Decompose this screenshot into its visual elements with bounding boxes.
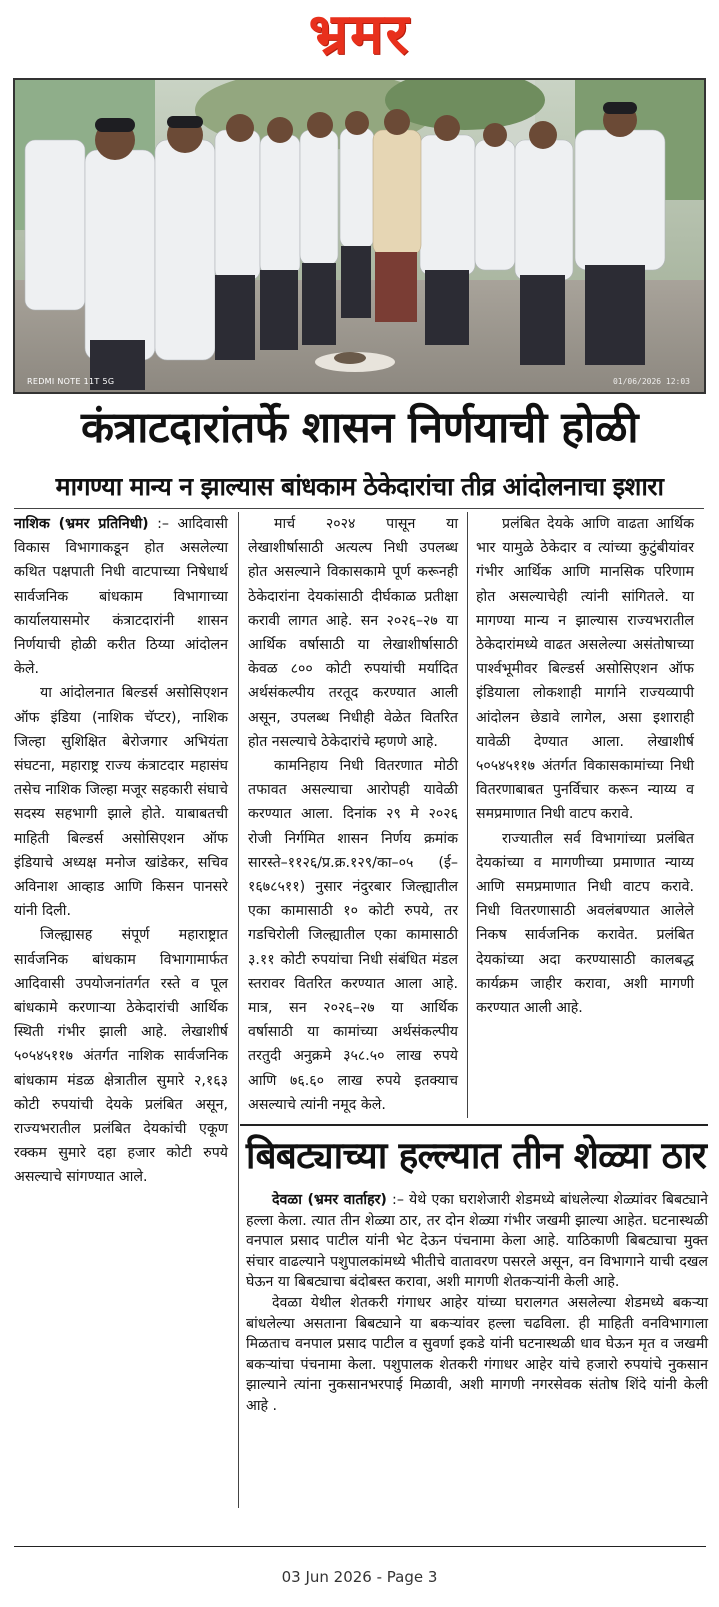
newspaper-logo: भ्रमर <box>308 2 411 67</box>
article1-paragraph-1: नाशिक (भ्रमर प्रतिनिधी) :– आदिवासी विकास विभागाकडून होत असलेल्या कथित पक्षपाती निधी वाटपाच्या निषेधार्थ सार्वजनिक बांधकाम विभागाच्या कार्यालयासमोर कंत्राटदारांनी शासन निर्णयाची होळी करीत ठिय्या आंदोलन केले. <box>14 516 228 678</box>
column-rule-2 <box>467 512 468 1118</box>
article1-headline: कंत्राटदारांतर्फे शासन निर्णयाची होळी <box>80 403 639 453</box>
footer-rule <box>14 1546 706 1547</box>
article1-subheadline: मागण्या मान्य न झाल्यास बांधकाम ठेकेदारांचा तीव्र आंदोलनाचा इशारा <box>55 472 664 501</box>
article1-dateline: नाशिक (भ्रमर प्रतिनिधी) <box>14 516 149 532</box>
camera-watermark: REDMI NOTE 11T 5G <box>27 377 115 386</box>
rule-above-story2 <box>240 1124 708 1126</box>
article2-paragraph-1: देवळा (भ्रमर वार्ताहर) :– येथे एका घराशेजारी शेडमध्ये बांधलेल्या शेळ्यांवर बिबट्याने हल्ला केला. त्यात तीन शेळ्या ठार, तर दोन शेळ्या गंभीर जखमी झाल्या आहेत. घटनास्थळी वनपाल प्रसाद पाटील यांनी भेट देऊन पंचनामा केला आहे. याठिकाणी बिबट्याचा मुक्त संचार वाढल्याने पशुपालकांमध्ये भीतीचे वातावरण पसरले असून, वन विभागाने याची दखल घेऊन या बिबट्याचा बंदोबस्त करावा, अशी मागणी शेतकऱ्यांनी केली आहे. <box>246 1192 708 1291</box>
article1-column-2 <box>248 512 458 1117</box>
photo-timestamp: 01/06/2026 12:03 <box>612 377 690 386</box>
article2-headline: बिबट्याच्या हल्ल्यात तीन शेळ्या ठार <box>245 1134 707 1177</box>
article2-paragraph-2: देवळा येथील शेतकरी गंगाधर आहेर यांच्या घरालगत असलेल्या शेडमध्ये बकऱ्या बांधलेल्या असताना बिबट्याने या बकऱ्यांवर हल्ला चढविला. ही माहिती वनविभागाला मिळताच वनपाल प्रसाद पाटील व सुवर्णा इकडे यांनी घटनास्थळी धाव घेऊन मृत व जखमी बकऱ्यांचा पंचनामा केला. पशुपालक शेतकरी गंगाधर आहेर यांचे हजारो रुपयांचे नुकसान झाल्याने त्यांना नुकसानभरपाई मिळावी, अशी मागणी नगरसेवक संतोष शिंदे यांनी केली आहे . <box>246 1294 708 1414</box>
page-footer: 03 Jun 2026 - Page 3 <box>281 1568 438 1586</box>
masthead <box>0 2 719 72</box>
article1-paragraph-2: या आंदोलनात बिल्डर्स असोसिएशन ऑफ इंडिया (नाशिक चॅप्टर), नाशिक जिल्हा सुशिक्षित बेरोजगार अभियंता संघटना, महाराष्ट्र राज्य कंत्राटदार महासंघ तसेच नाशिक जिल्हा मजूर सहकारी संघाचे सदस्य सहभागी झाले होते. याबाबतची माहिती बिल्डर्स असोसिएशन ऑफ इंडियाचे अध्यक्ष मनोज खांडेकर, सचिव अविनाश आव्हाड आणि किसन पानसरे यांनी दिली. <box>14 685 228 920</box>
article1-column-1 <box>14 512 228 1190</box>
column-rule-1 <box>238 512 239 1508</box>
article1-paragraph-5: कामनिहाय निधी वितरणात मोठी तफावत असल्याचा आरोपही यावेळी करण्यात आला. दिनांक २९ मे २०२६ रोजी निर्गमित शासन निर्णय क्रमांक सारस्ते–११२६/प्र.क्र.१२९/का–०५ (ई–१६७८५११) नुसार नंदुरबार जिल्ह्यातील एका कामासाठी १० कोटी रुपये, तर गडचिरोली जिल्ह्यातील एका कामासाठी ३.११ कोटी रुपयांचा निधी संबंधित मंडल स्तरावर वितरित करण्यात आला आहे. मात्र, सन २०२६–२७ या आर्थिक वर्षासाठी या कामांच्या अर्थसंकल्पीय तरतुदी अनुक्रमे ३५८.५० लाख रुपये आणि ७६.६० लाख रुपये इतक्याच असल्याचे त्यांनी नमूद केले. <box>248 758 458 1113</box>
protest-photo-illustration <box>15 80 704 392</box>
article1-paragraph-3: जिल्ह्यासह संपूर्ण महाराष्ट्रात सार्वजनिक बांधकाम विभागामार्फत आदिवासी उपयोजनांतर्गत रस्ते व पूल बांधकामे करणाऱ्या ठेकेदारांची आर्थिक स्थिती गंभीर झाली आहे. लेखाशीर्ष ५०५४५११७ अंतर्गत नाशिक सार्वजनिक बांधकाम मंडळ क्षेत्रातील सुमारे २,१६३ कोटी रुपयांची देयके प्रलंबित असून, राज्यभरातील प्रलंबित देयकांची एकूण रक्कम सुमारे दहा हजार कोटी रुपये असल्याचे सांगण्यात आले. <box>14 927 228 1186</box>
article1-column-3 <box>476 512 694 1020</box>
rule-below-subheadline <box>14 508 704 509</box>
article1-paragraph-7: राज्यातील सर्व विभागांच्या प्रलंबित देयकांच्या व मागणीच्या प्रमाणात न्याय्य आणि समप्रमाणात निधी वाटप करावे. निधी वितरणासाठी अवलंबण्यात आलेले निकष सार्वजनिक करावेत. प्रलंबित देयकांच्या अदा करण्यासाठी कालबद्ध कार्यक्रम जाहीर करावा, अशी मागणी करण्यात आली आहे. <box>476 830 694 1017</box>
article1-paragraph-4: मार्च २०२४ पासून या लेखाशीर्षासाठी अत्यल्प निधी उपलब्ध होत असल्याने विकासकामे पूर्ण करूनही ठेकेदारांना देयकांसाठी दीर्घकाळ प्रतीक्षा करावी लागत आहे. सन २०२६–२७ या आर्थिक वर्षासाठी या लेखाशीर्षासाठी केवळ ८०० कोटी रुपयांची मर्यादित अर्थसंकल्पीय तरतूद करण्यात आली असून, उपलब्ध निधीही वेळेत वितरित होत नसल्याचे ठेकेदारांचे म्हणणे आहे. <box>248 516 458 750</box>
article1-paragraph-6: प्रलंबित देयके आणि वाढता आर्थिक भार यामुळे ठेकेदार व त्यांच्या कुटुंबीयांवर गंभीर आर्थिक आणि मानसिक परिणाम होत असल्याचेही त्यांनी सांगितले. या मागण्या मान्य न झाल्यास राज्यभरातील ठेकेदारांमध्ये वाढत असलेल्या असंतोषाच्या पार्श्वभूमीवर बिल्डर्स असोसिएशन ऑफ इंडियाला लोकशाही मार्गाने राज्यव्यापी आंदोलन छेडावे लागेल, असा इशाराही यावेळी देण्यात आला. लेखाशीर्ष ५०५४५११७ अंतर्गत विकासकामांच्या निधी वितरणाबाबत पुनर्विचार करून न्याय्य व समप्रमाणात निधी वाटप करावे. <box>476 516 694 823</box>
article2-dateline: देवळा (भ्रमर वार्ताहर) <box>272 1192 387 1208</box>
news-photo <box>13 78 706 394</box>
article2-body <box>246 1190 708 1417</box>
